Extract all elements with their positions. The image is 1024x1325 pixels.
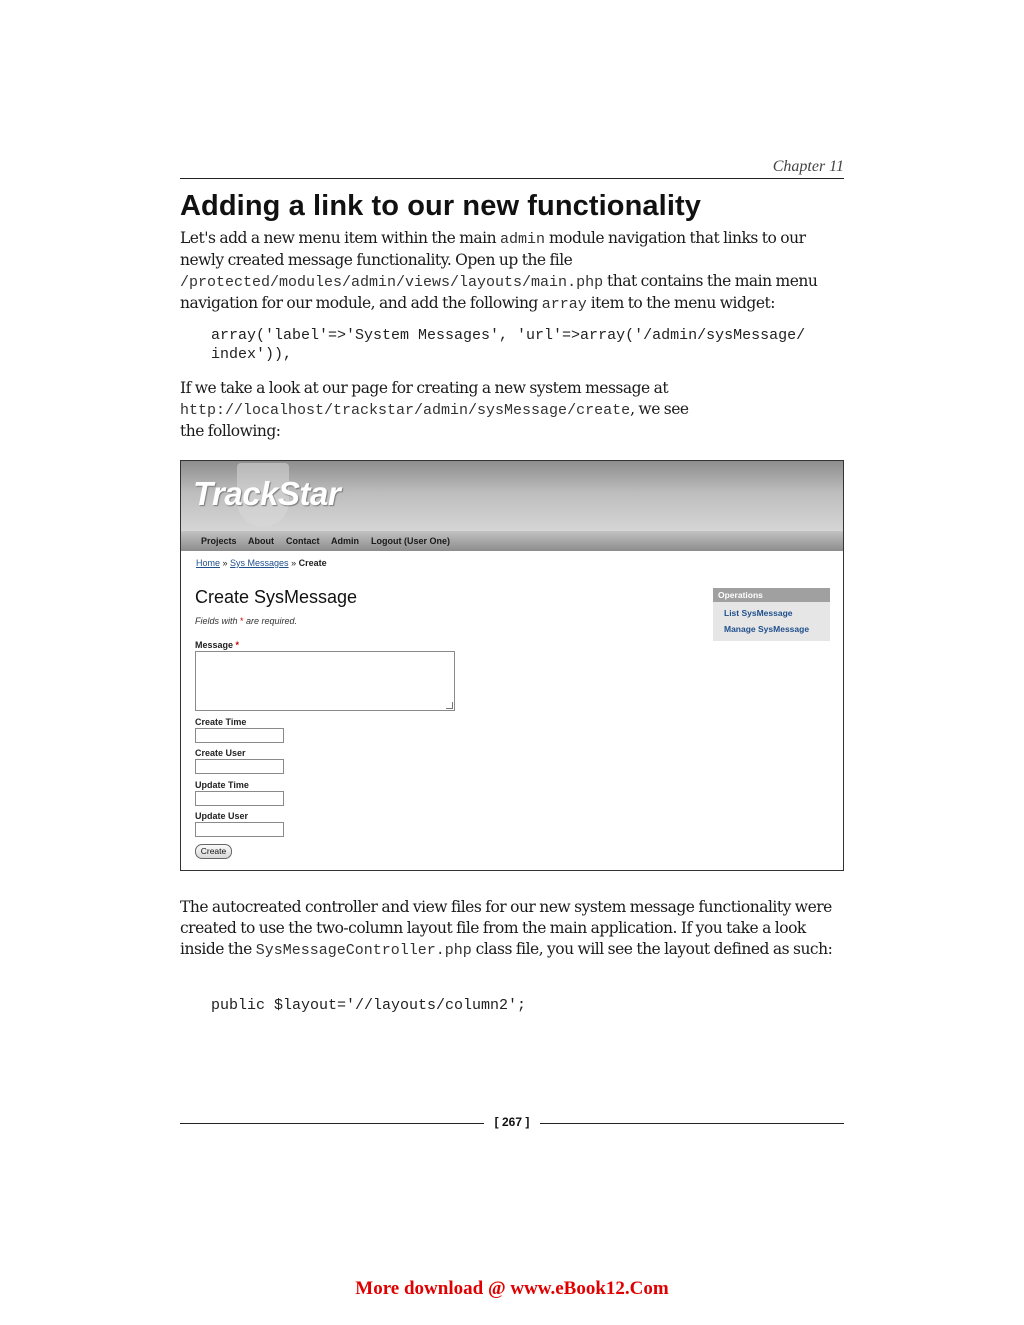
create-button[interactable]: Create xyxy=(195,844,232,859)
chapter-label: Chapter 11 xyxy=(772,158,844,175)
code-block-menu-array: array('label'=>'System Messages', 'url'=>array('/admin/sysMessage/ index')), xyxy=(211,327,806,363)
message-textarea[interactable] xyxy=(195,651,455,711)
breadcrumb-home[interactable]: Home xyxy=(196,558,221,568)
page-title: Create SysMessage xyxy=(195,587,358,607)
list-sysmessage-link[interactable]: List SysMessage xyxy=(724,608,793,618)
update-time-label: Update Time xyxy=(195,780,249,790)
required-marker: * xyxy=(240,616,244,626)
paragraph-menu-item xyxy=(180,228,850,315)
resize-grip-icon[interactable] xyxy=(446,702,453,709)
breadcrumb xyxy=(196,558,327,568)
text: item to the menu widget: xyxy=(586,294,775,312)
hint-text: Fields with xyxy=(195,616,241,626)
menu-item-about[interactable]: About xyxy=(248,536,274,546)
message-label xyxy=(195,640,239,650)
main-menu xyxy=(181,531,843,551)
manage-sysmessage-link[interactable]: Manage SysMessage xyxy=(724,624,810,634)
update-user-label: Update User xyxy=(195,811,249,821)
label-text: Message xyxy=(195,640,234,650)
app-logo: TrackStar xyxy=(193,475,341,512)
breadcrumb-separator: » xyxy=(220,558,231,568)
create-user-label: Create User xyxy=(195,748,246,758)
page-number: [ 267 ] xyxy=(494,1115,530,1129)
text: module navigation that links to our newly created message functionality. Open up the file xyxy=(180,229,806,269)
header-rule xyxy=(180,178,844,179)
operations-portlet xyxy=(713,588,830,641)
text: Let's add a new menu item within the main xyxy=(180,229,501,247)
inline-code: SysMessageController.php xyxy=(255,942,472,959)
text: the following: xyxy=(180,422,281,440)
menu-item-contact[interactable]: Contact xyxy=(286,536,320,546)
paragraph-layout xyxy=(180,897,850,961)
update-user-input[interactable] xyxy=(195,822,284,837)
menu-item-logout[interactable]: Logout (User One) xyxy=(371,536,450,546)
text: , we see xyxy=(630,400,689,418)
breadcrumb-current: Create xyxy=(298,558,327,568)
inline-code-url: http://localhost/trackstar/admin/sysMessage/create xyxy=(180,402,631,419)
menu-item-projects[interactable]: Projects xyxy=(201,536,237,546)
hint-text: are required. xyxy=(243,616,298,626)
section-heading: Adding a link to our new functionality xyxy=(180,190,701,222)
create-time-input[interactable] xyxy=(195,728,284,743)
menu-item-admin[interactable]: Admin xyxy=(331,536,359,546)
download-banner[interactable]: More download @ www.eBook12.Com xyxy=(355,1278,669,1299)
breadcrumb-sys-messages[interactable]: Sys Messages xyxy=(230,558,289,568)
code-block-layout: public $layout='//layouts/column2'; xyxy=(211,997,527,1014)
required-hint xyxy=(195,616,297,626)
inline-code: /protected/modules/admin/views/layouts/main.php xyxy=(180,274,604,291)
required-marker: * xyxy=(235,640,240,650)
create-time-label: Create Time xyxy=(195,717,247,727)
trackstar-screenshot xyxy=(180,460,844,871)
text: class file, you will see the layout defined as such: xyxy=(471,940,833,958)
operations-title: Operations xyxy=(713,588,830,602)
inline-code: admin xyxy=(500,231,546,248)
text: that contains the main menu navigation for our module, and add the following xyxy=(180,272,818,312)
app-header xyxy=(181,461,843,531)
paragraph-create-page xyxy=(180,378,850,442)
breadcrumb-separator: » xyxy=(288,558,299,568)
text: The autocreated controller and view files for our new system message functionality were created to use the two-column layout file from the main application. If you take a look inside the xyxy=(180,898,832,958)
text: If we take a look at our page for creating a new system message at xyxy=(180,379,669,397)
update-time-input[interactable] xyxy=(195,791,284,806)
inline-code: array xyxy=(541,296,587,313)
footer-rule-left xyxy=(180,1123,484,1124)
footer-rule-right xyxy=(540,1123,844,1124)
create-user-input[interactable] xyxy=(195,759,284,774)
